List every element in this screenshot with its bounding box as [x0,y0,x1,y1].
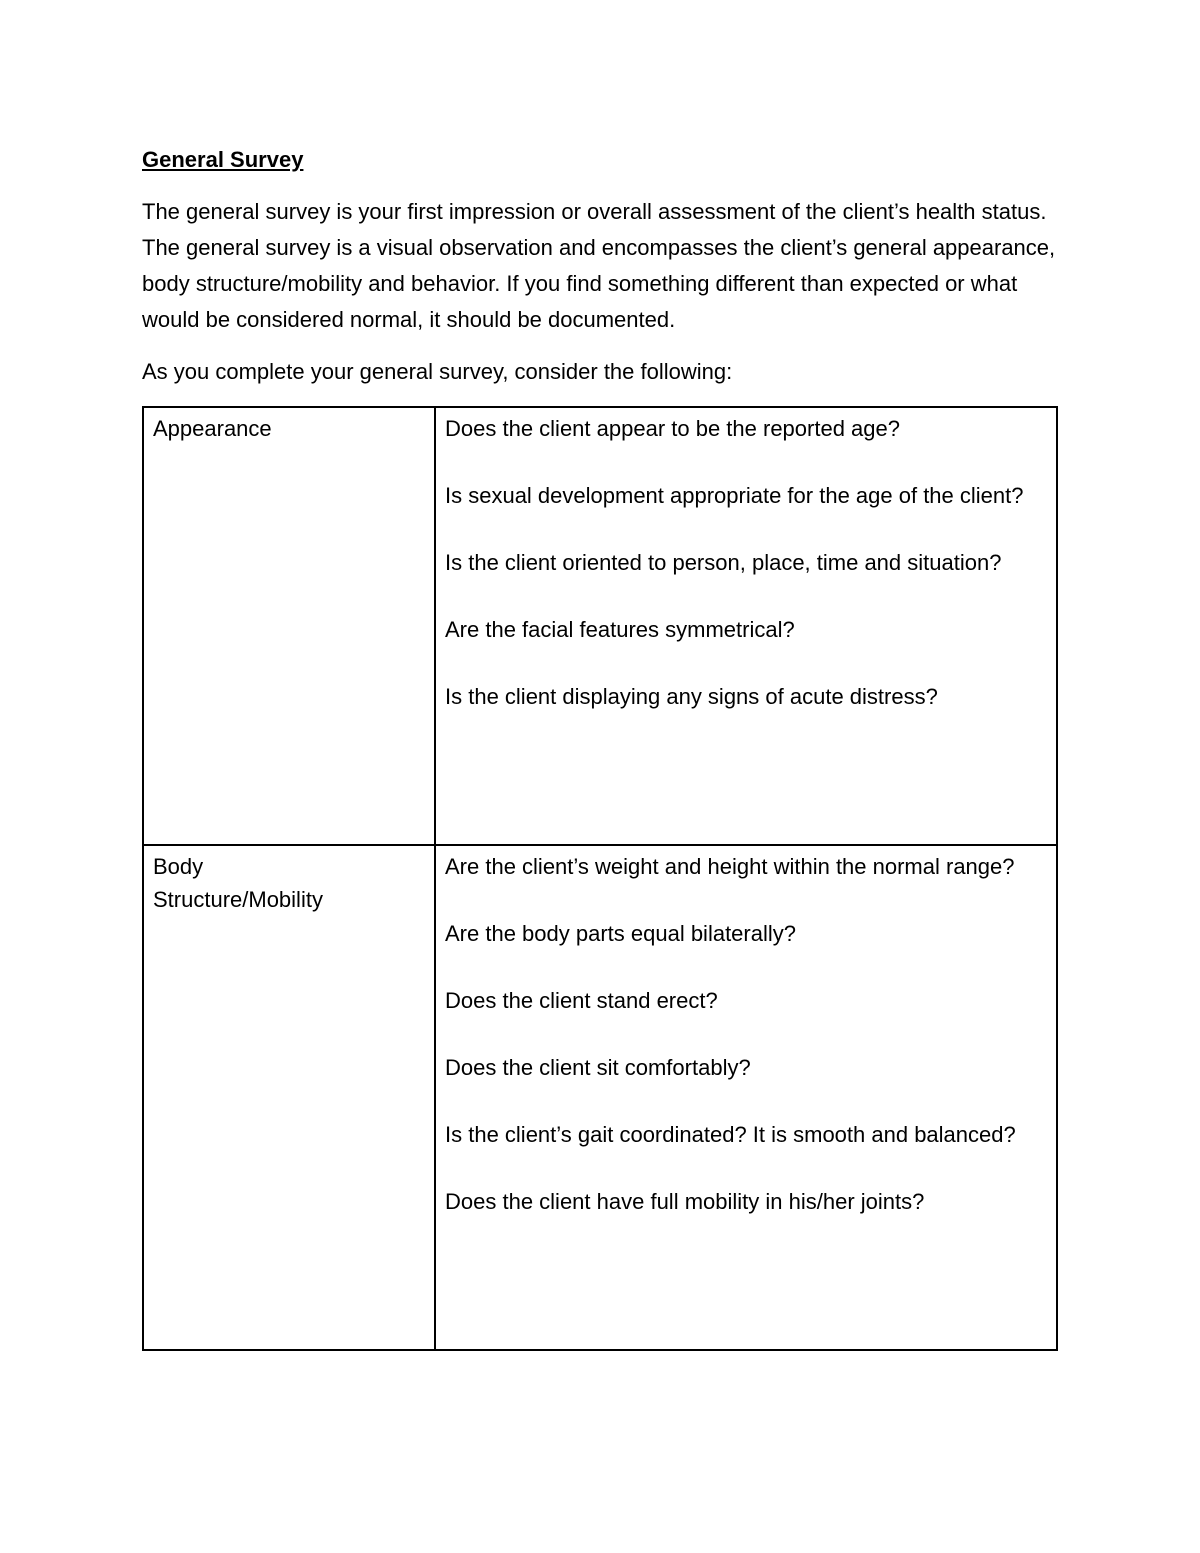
questions-cell [435,845,1057,1350]
table-row-appearance [143,407,1057,845]
intro-paragraph: The general survey is your first impression or overall assessment of the client’s health status. The general survey is a visual observation and encompasses the client’s general appearance, body structure/mobility and behavior. If you find something different than expected or what would be considered normal, it should be documented. [142,199,1056,332]
document-page [142,142,1058,1351]
category-cell [143,845,435,1350]
question-item: Does the client stand erect? [445,988,718,1013]
question-item: Is sexual development appropriate for the age of the client? [445,483,1024,508]
table-row-body-structure [143,845,1057,1350]
question-item: Are the facial features symmetrical? [445,617,795,642]
questions-cell [435,407,1057,845]
question-item: Does the client appear to be the reported age? [445,416,900,441]
category-label: Body [153,854,204,879]
category-label: Structure/Mobility [153,887,323,912]
question-item: Are the client’s weight and height within the normal range? [445,854,1015,879]
lead-in-text: As you complete your general survey, consider the following: [142,359,733,384]
general-survey-table [142,406,1058,1351]
category-cell [143,407,435,845]
category-label: Appearance [153,416,272,441]
question-item: Does the client have full mobility in his/her joints? [445,1189,925,1214]
question-item: Is the client displaying any signs of acute distress? [445,684,938,709]
question-item: Is the client’s gait coordinated? It is smooth and balanced? [445,1122,1016,1147]
page-title: General Survey [142,147,304,172]
question-item: Are the body parts equal bilaterally? [445,921,796,946]
question-item: Does the client sit comfortably? [445,1055,751,1080]
question-item: Is the client oriented to person, place, time and situation? [445,550,1002,575]
